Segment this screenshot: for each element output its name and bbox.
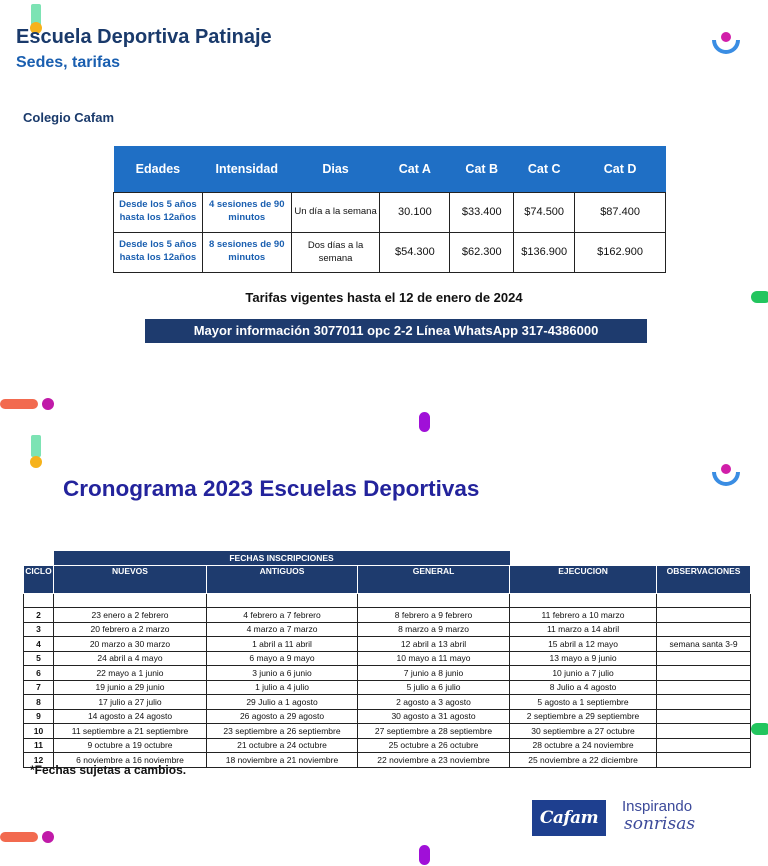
decor-yellow-dot-2 [30, 456, 42, 468]
rate-cat-b: $62.300 [450, 232, 514, 272]
general-cell: 8 marzo a 9 marzo [358, 622, 510, 637]
decor-orange-pill-2 [0, 832, 38, 842]
ejecucion-cell: 11 marzo a 14 abril [510, 622, 657, 637]
rate-cat-b: $33.400 [450, 192, 514, 232]
rates-header-cell: Edades [114, 146, 203, 192]
rate-edades: Desde los 5 años hasta los 12años [114, 232, 203, 272]
rate-cat-c: $136.900 [514, 232, 575, 272]
antiguos-cell: 1 julio a 4 julio [207, 680, 358, 695]
rate-intensidad: 4 sesiones de 90 minutos [202, 192, 291, 232]
sede-label: Colegio Cafam [23, 110, 115, 125]
cafam-logo: Cafam [532, 800, 606, 836]
rate-cat-a: $54.300 [380, 232, 450, 272]
rates-table [113, 146, 666, 273]
table-row [24, 680, 751, 695]
rates-header-cell: Intensidad [202, 146, 291, 192]
blank-cell [510, 551, 657, 566]
general-cell: 27 septiembre a 28 septiembre [358, 724, 510, 739]
table-row [24, 695, 751, 710]
rate-cat-d: $87.400 [575, 192, 666, 232]
fechas-inscripciones-band: FECHAS INSCRIPCIONES [54, 551, 510, 566]
ciclo-cell: 2 [24, 608, 54, 623]
ejecucion-cell: 11 febrero a 10 marzo [510, 608, 657, 623]
general-cell: 2 agosto a 3 agosto [358, 695, 510, 710]
rates-header-row [114, 146, 666, 192]
ciclo-cell: 8 [24, 695, 54, 710]
nuevos-cell: 6 noviembre a 16 noviembre [54, 753, 207, 768]
blank-cell [24, 551, 54, 566]
observaciones-cell [657, 709, 751, 724]
general-cell: 7 junio a 8 junio [358, 666, 510, 681]
nuevos-cell: 23 enero a 2 febrero [54, 608, 207, 623]
general-cell: 22 noviembre a 23 noviembre [358, 753, 510, 768]
table-row [114, 192, 666, 232]
nuevos-cell: 9 octubre a 19 octubre [54, 738, 207, 753]
observaciones-cell [657, 695, 751, 710]
ejecucion-cell: 5 agosto a 1 septiembre [510, 695, 657, 710]
nuevos-cell: 20 marzo a 30 marzo [54, 637, 207, 652]
general-cell: 10 mayo a 11 mayo [358, 651, 510, 666]
table-row [24, 738, 751, 753]
spacer-cell [358, 594, 510, 608]
rates-header-cell: Cat C [514, 146, 575, 192]
table-row [114, 232, 666, 272]
nuevos-cell: 19 junio a 29 junio [54, 680, 207, 695]
decor-orange-pill [0, 399, 38, 409]
spacer-cell [207, 594, 358, 608]
observaciones-cell [657, 666, 751, 681]
antiguos-cell: 18 noviembre a 21 noviembre [207, 753, 358, 768]
rates-header-cell: Cat B [450, 146, 514, 192]
ejecucion-cell: 8 Julio a 4 agosto [510, 680, 657, 695]
observaciones-cell: semana santa 3-9 [657, 637, 751, 652]
general-cell: 30 agosto a 31 agosto [358, 709, 510, 724]
ejecucion-cell: 25 noviembre a 22 diciembre [510, 753, 657, 768]
ciclo-cell: 10 [24, 724, 54, 739]
decor-smile-icon-2 [712, 464, 740, 488]
footnote: *Fechas sujetas a cambios. [30, 763, 187, 777]
antiguos-cell: 23 septiembre a 26 septiembre [207, 724, 358, 739]
observaciones-cell [657, 608, 751, 623]
table-row [24, 622, 751, 637]
header-antiguos: ANTIGUOS [207, 566, 358, 594]
ciclo-cell: 7 [24, 680, 54, 695]
ciclo-cell: 9 [24, 709, 54, 724]
nuevos-cell: 17 julio a 27 julio [54, 695, 207, 710]
observaciones-cell [657, 651, 751, 666]
blank-cell [657, 551, 751, 566]
page-title: Escuela Deportiva Patinaje [16, 26, 272, 48]
header-ejecucion: EJECUCION [510, 566, 657, 594]
header-observaciones: OBSERVACIONES [657, 566, 751, 594]
nuevos-cell: 11 septiembre a 21 septiembre [54, 724, 207, 739]
ciclo-cell: 4 [24, 637, 54, 652]
decor-purple-pill [419, 412, 430, 432]
observaciones-cell [657, 680, 751, 695]
tagline-line-2: sonrisas [624, 814, 696, 834]
spacer-cell [510, 594, 657, 608]
rates-header-cell: Cat A [380, 146, 450, 192]
rate-cat-c: $74.500 [514, 192, 575, 232]
general-cell: 5 julio a 6 julio [358, 680, 510, 695]
ciclo-cell: 12 [24, 753, 54, 768]
spacer-cell [657, 594, 751, 608]
contact-info-banner: Mayor información 3077011 opc 2-2 Línea WhatsApp 317-4386000 [145, 319, 647, 343]
ciclo-cell: 5 [24, 651, 54, 666]
cronograma-header-row [24, 566, 751, 594]
ejecucion-cell: 2 septiembre a 29 septiembre [510, 709, 657, 724]
rate-dias: Un día a la semana [291, 192, 380, 232]
header-ciclo: CICLO [24, 566, 54, 594]
decor-magenta-dot [42, 398, 54, 410]
tarifas-vigentes-note: Tarifas vigentes hasta el 12 de enero de 2024 [245, 290, 523, 305]
rates-header-cell: Cat D [575, 146, 666, 192]
cronograma-table [23, 551, 751, 768]
spacer-cell [24, 594, 54, 608]
observaciones-cell [657, 724, 751, 739]
cronograma-band-row [24, 551, 751, 566]
rate-edades: Desde los 5 años hasta los 12años [114, 192, 203, 232]
header-general: GENERAL [358, 566, 510, 594]
spacer-cell [54, 594, 207, 608]
antiguos-cell: 1 abril a 11 abril [207, 637, 358, 652]
ejecucion-cell: 13 mayo a 9 junio [510, 651, 657, 666]
decor-green-pill-2 [751, 723, 768, 735]
decor-purple-pill-2 [419, 845, 430, 865]
general-cell: 25 octubre a 26 octubre [358, 738, 510, 753]
antiguos-cell: 4 febrero a 7 febrero [207, 608, 358, 623]
antiguos-cell: 21 octubre a 24 octubre [207, 738, 358, 753]
header-nuevos: NUEVOS [54, 566, 207, 594]
antiguos-cell: 4 marzo a 7 marzo [207, 622, 358, 637]
decor-magenta-dot-2 [42, 831, 54, 843]
rates-header-cell: Dias [291, 146, 380, 192]
table-row [24, 637, 751, 652]
cronograma-title: Cronograma 2023 Escuelas Deportivas [63, 476, 480, 501]
rate-cat-a: 30.100 [380, 192, 450, 232]
nuevos-cell: 24 abril a 4 mayo [54, 651, 207, 666]
nuevos-cell: 20 febrero a 2 marzo [54, 622, 207, 637]
ejecucion-cell: 28 octubre a 24 noviembre [510, 738, 657, 753]
nuevos-cell: 22 mayo a 1 junio [54, 666, 207, 681]
rate-dias: Dos días a la semana [291, 232, 380, 272]
table-row [24, 709, 751, 724]
rate-intensidad: 8 sesiones de 90 minutos [202, 232, 291, 272]
tagline-line-1: Inspirando [622, 798, 693, 815]
rate-cat-d: $162.900 [575, 232, 666, 272]
decor-green-bar-2 [31, 435, 41, 457]
ciclo-cell: 11 [24, 738, 54, 753]
observaciones-cell [657, 753, 751, 768]
antiguos-cell: 6 mayo a 9 mayo [207, 651, 358, 666]
table-row [24, 608, 751, 623]
antiguos-cell: 3 junio a 6 junio [207, 666, 358, 681]
spacer-row [24, 594, 751, 608]
decor-smile-icon [712, 32, 740, 56]
table-row [24, 651, 751, 666]
general-cell: 12 abril a 13 abril [358, 637, 510, 652]
antiguos-cell: 26 agosto a 29 agosto [207, 709, 358, 724]
ciclo-cell: 6 [24, 666, 54, 681]
page-subtitle: Sedes, tarifas [16, 54, 121, 71]
nuevos-cell: 14 agosto a 24 agosto [54, 709, 207, 724]
general-cell: 8 febrero a 9 febrero [358, 608, 510, 623]
observaciones-cell [657, 738, 751, 753]
ejecucion-cell: 10 junio a 7 julio [510, 666, 657, 681]
table-row [24, 666, 751, 681]
ejecucion-cell: 30 septiembre a 27 octubre [510, 724, 657, 739]
observaciones-cell [657, 622, 751, 637]
antiguos-cell: 29 Julio a 1 agosto [207, 695, 358, 710]
ciclo-cell: 3 [24, 622, 54, 637]
ejecucion-cell: 15 abril a 12 mayo [510, 637, 657, 652]
table-row [24, 724, 751, 739]
